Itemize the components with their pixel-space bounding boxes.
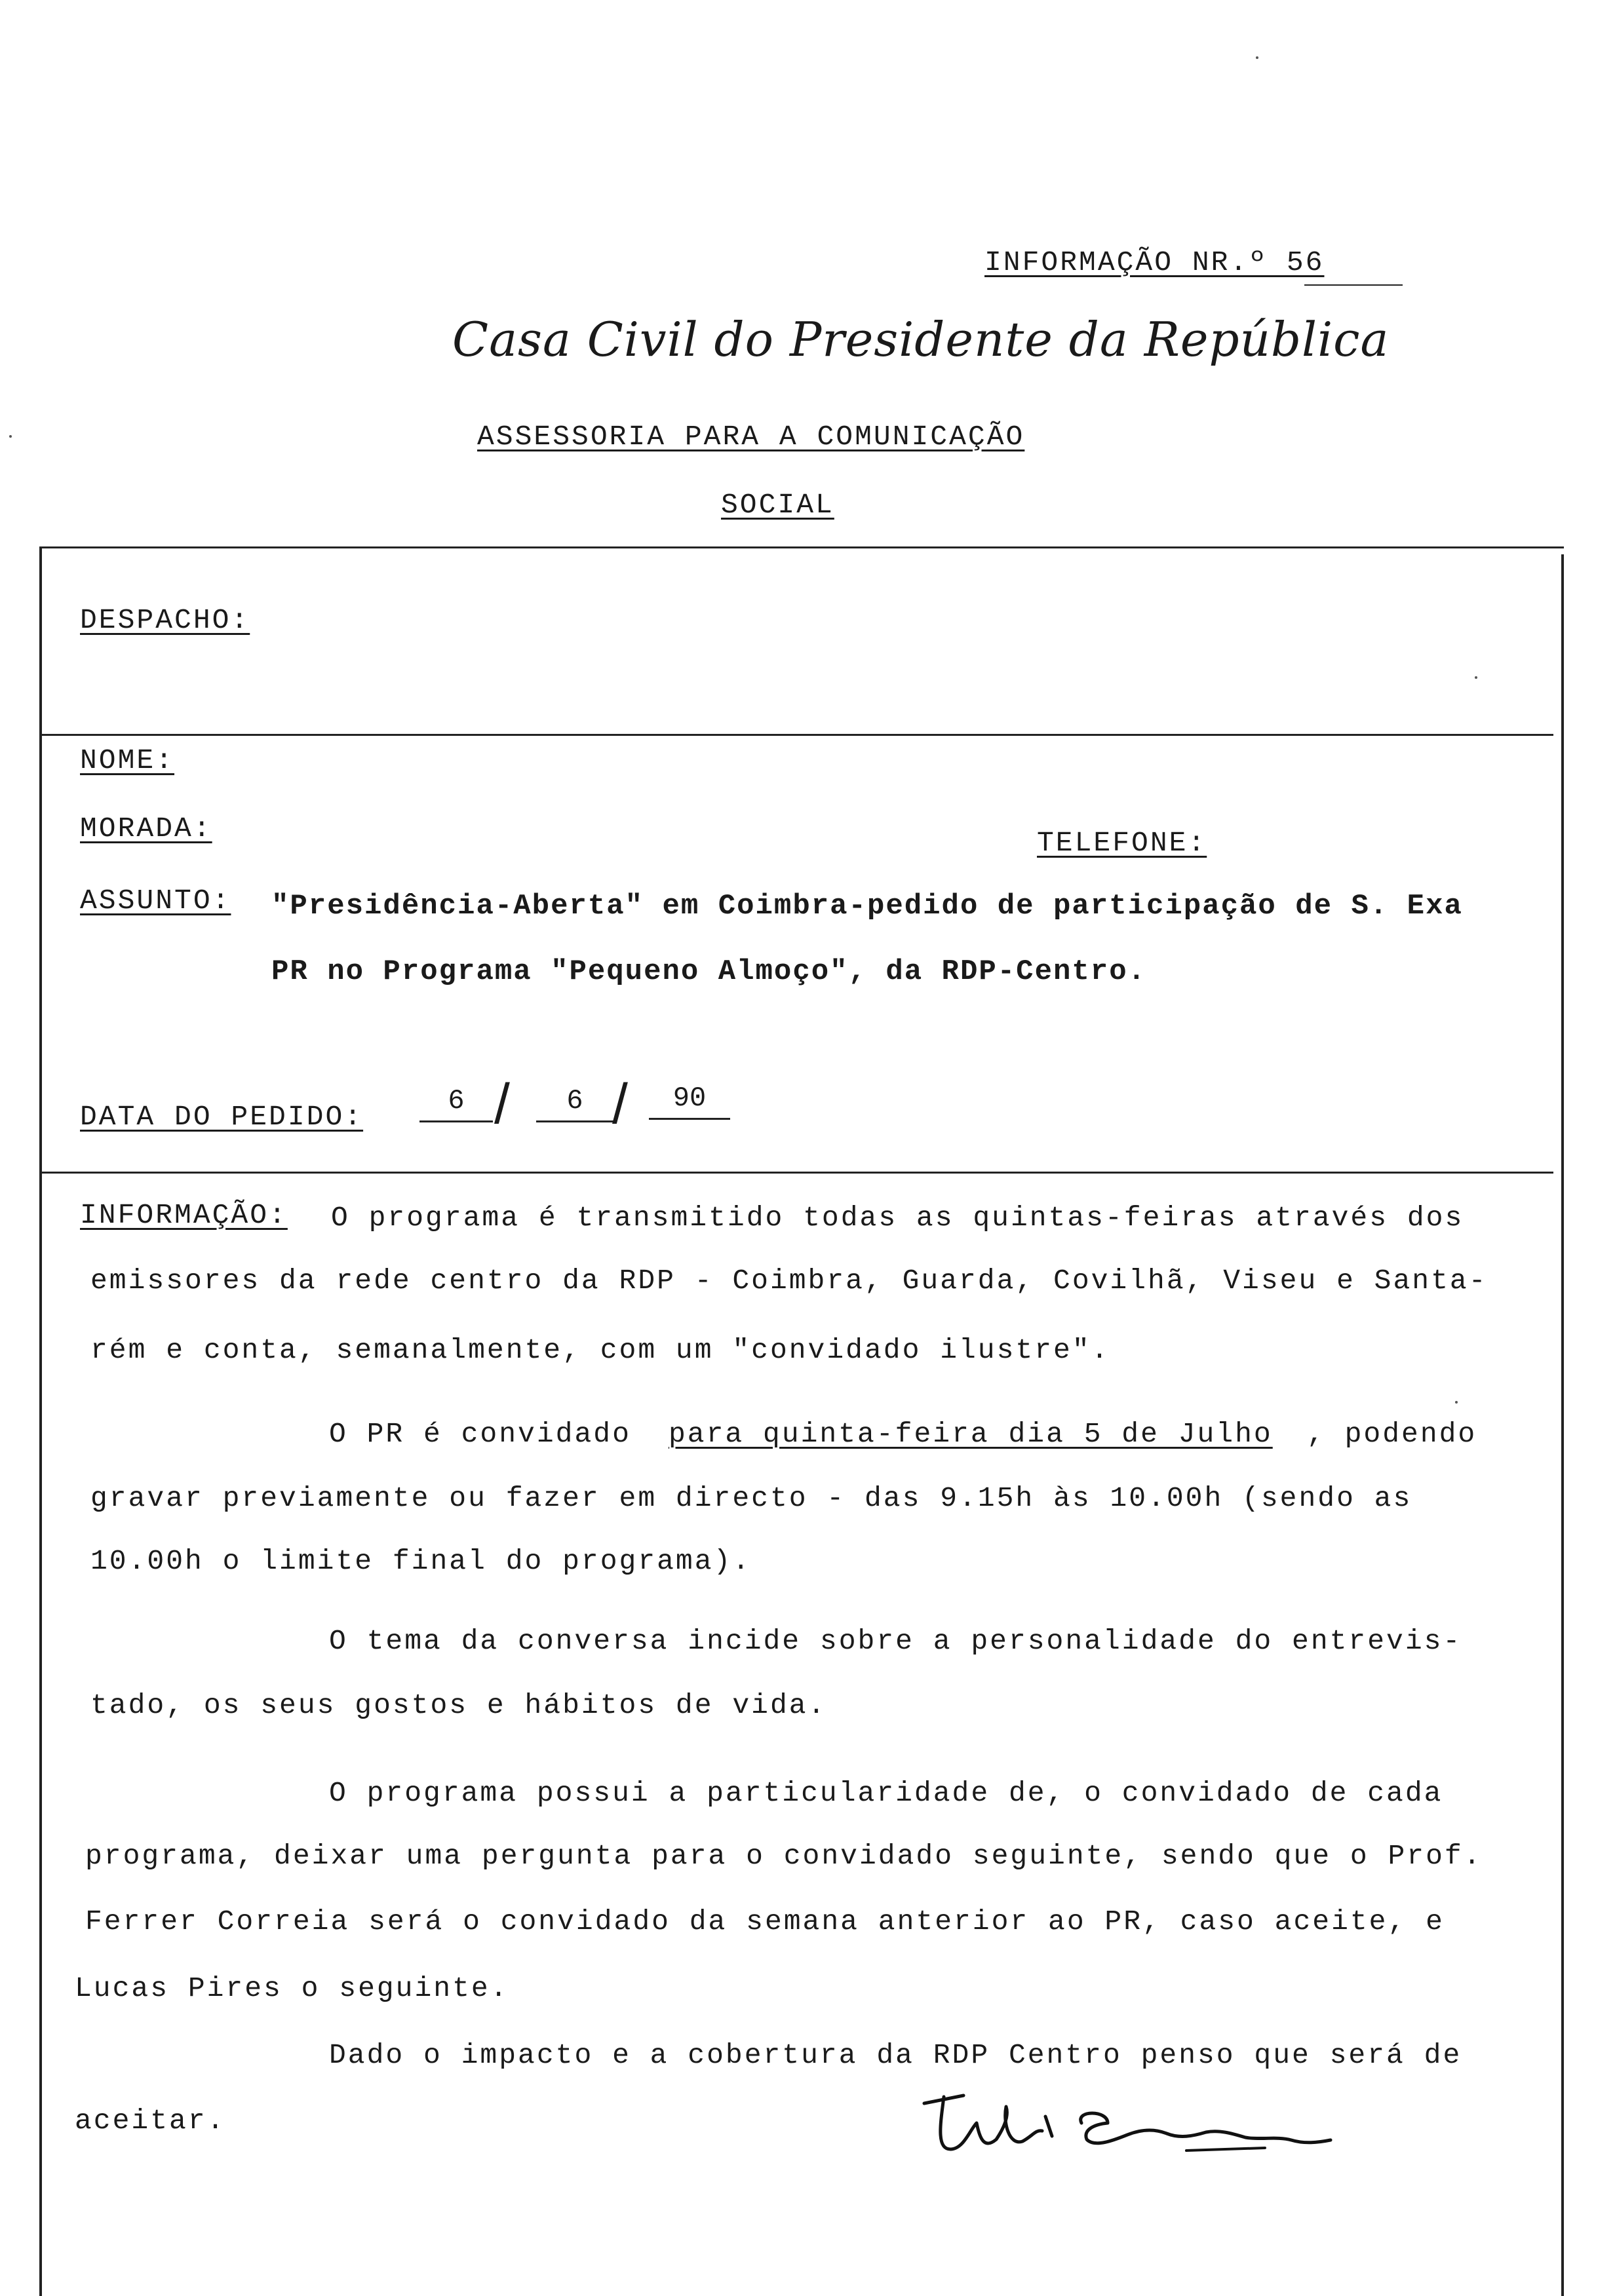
date-month-value: 6: [566, 1085, 583, 1117]
despacho-label: DESPACHO:: [80, 604, 250, 636]
date-year: [649, 1082, 730, 1120]
date-month: [536, 1085, 613, 1122]
scan-speck: [1475, 676, 1477, 679]
scan-speck: [9, 435, 12, 438]
handwritten-signature: [911, 2077, 1344, 2182]
info-number-label: INFORMAÇÃO NR.º 56: [984, 246, 1325, 278]
department-line2: SOCIAL: [721, 489, 834, 521]
info-line-4c: , podendo: [1307, 1418, 1477, 1450]
info-line-9: O programa possui a particularidade de, o convidado de cada: [329, 1777, 1443, 1809]
form-right-border: [1561, 554, 1564, 2296]
date-divider: [41, 1172, 1553, 1174]
info-line-7: O tema da conversa incide sobre a personalidade do entrevis-: [329, 1625, 1462, 1657]
department-line1: ASSESSORIA PARA A COMUNICAÇÃO: [477, 421, 1025, 453]
date-day: [419, 1085, 493, 1122]
informacao-label: INFORMAÇÃO:: [80, 1199, 288, 1231]
scan-speck: [1256, 56, 1258, 59]
info-line-12: Lucas Pires o seguinte.: [75, 1972, 509, 2004]
form-left-border: [39, 546, 42, 2296]
info-line-13: Dado o impacto e a cobertura da RDP Centro penso que será de: [329, 2039, 1462, 2071]
assunto-line2: PR no Programa "Pequeno Almoço", da RDP-Centro.: [271, 955, 1147, 988]
date-slash-1: /: [494, 1073, 510, 1136]
info-number-underline: [1304, 284, 1403, 286]
info-line-11: Ferrer Correia será o convidado da semana anterior ao PR, caso aceite, e: [85, 1905, 1445, 1938]
info-line-3: rém e conta, semanalmente, com um "convidado ilustre".: [90, 1334, 1110, 1366]
info-line-6: 10.00h o limite final do programa).: [90, 1545, 752, 1577]
assunto-line1: "Presidência-Aberta" em Coimbra-pedido de participação de S. Exa: [271, 890, 1463, 923]
date-year-value: 90: [672, 1082, 707, 1114]
info-line-14: aceitar.: [75, 2105, 226, 2137]
scan-speck: [1455, 1401, 1458, 1404]
institution-name: Casa Civil do Presidente da República: [452, 312, 1390, 367]
despacho-divider: [41, 734, 1553, 736]
morada-label: MORADA:: [80, 813, 212, 845]
form-top-border: [39, 546, 1564, 548]
date-day-value: 6: [448, 1085, 465, 1117]
info-line-10: programa, deixar uma pergunta para o convidado seguinte, sendo que o Prof.: [85, 1840, 1483, 1872]
info-line-1: O programa é transmitido todas as quintas-feiras através dos: [331, 1202, 1464, 1234]
info-line-5: gravar previamente ou fazer em directo - das 9.15h às 10.00h (sendo as: [90, 1482, 1412, 1514]
data-pedido-label: DATA DO PEDIDO:: [80, 1101, 364, 1133]
info-line-4a: O PR é convidado: [329, 1418, 631, 1450]
info-line-8: tado, os seus gostos e hábitos de vida.: [90, 1689, 827, 1721]
date-year-underline: [649, 1118, 730, 1120]
date-slash-2: /: [612, 1073, 628, 1136]
assunto-label: ASSUNTO:: [80, 885, 231, 917]
nome-label: NOME:: [80, 744, 175, 776]
date-day-underline: [419, 1120, 493, 1122]
date-month-underline: [536, 1120, 613, 1122]
info-line-4-underlined: para quinta-feira dia 5 de Julho: [669, 1418, 1273, 1450]
info-line-2: emissores da rede centro da RDP - Coimbra, Guarda, Covilhã, Viseu e Santa-: [90, 1265, 1488, 1297]
telefone-label: TELEFONE:: [1037, 827, 1207, 859]
